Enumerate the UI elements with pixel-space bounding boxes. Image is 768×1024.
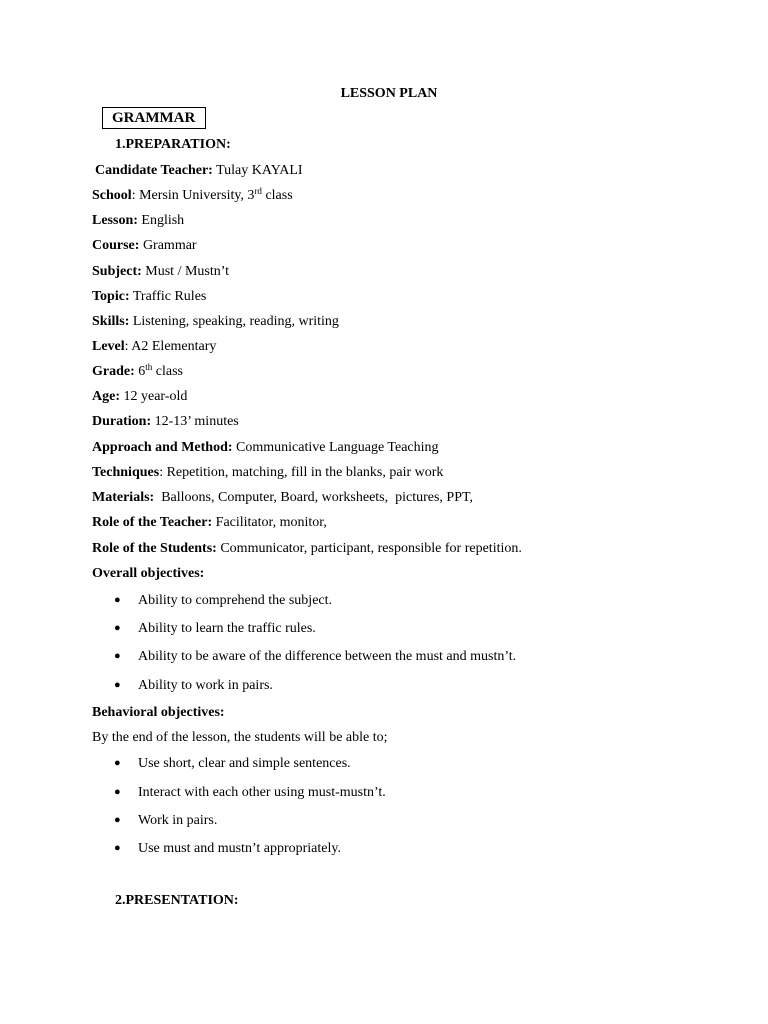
- field-value: Traffic Rules: [132, 289, 207, 304]
- list-item: Ability to comprehend the subject.: [138, 593, 333, 608]
- field-approach-method: [92, 440, 439, 456]
- field-age: [92, 389, 187, 405]
- behavioral-objectives-heading: Behavioral objectives:: [92, 705, 225, 720]
- bullet-icon: ●: [114, 622, 121, 634]
- list-item: Ability to learn the traffic rules.: [138, 621, 316, 636]
- bullet-icon: ●: [114, 650, 121, 662]
- list-item: Work in pairs.: [138, 813, 218, 828]
- field-value: Communicative Language Teaching: [236, 440, 439, 455]
- field-skills: [92, 314, 339, 330]
- bullet-icon: ●: [114, 757, 121, 769]
- field-label: Level: [92, 339, 125, 354]
- bullet-icon: ●: [114, 786, 121, 798]
- field-label: Topic:: [92, 289, 130, 304]
- field-value: 12 year-old: [123, 389, 188, 404]
- field-label: Grade:: [92, 364, 135, 379]
- field-role-teacher: [92, 515, 327, 531]
- field-label: Skills:: [92, 314, 130, 329]
- field-label: School: [92, 188, 132, 203]
- field-label: Role of the Teacher:: [92, 515, 213, 530]
- overall-objectives-heading: Overall objectives:: [92, 566, 205, 581]
- field-value: 12-13’ minutes: [154, 414, 239, 429]
- field-subject: [92, 264, 229, 280]
- field-school: [92, 188, 293, 204]
- field-value: Listening, speaking, reading, writing: [132, 314, 339, 329]
- list-item: Interact with each other using must-mustn’t.: [138, 785, 386, 800]
- field-value: Balloons, Computer, Board, worksheets, pictures, PPT,: [157, 490, 474, 505]
- field-value: 6: [138, 364, 146, 379]
- field-label: Materials:: [92, 490, 155, 505]
- field-value: English: [141, 213, 185, 228]
- field-superscript: th: [145, 362, 153, 372]
- field-candidate-teacher: [95, 163, 303, 179]
- field-value: Communicator, participant, responsible for repetition.: [220, 541, 522, 556]
- bullet-icon: ●: [114, 814, 121, 826]
- field-value-suffix: class: [261, 188, 293, 203]
- field-label: Candidate Teacher:: [95, 163, 213, 178]
- field-value: Tulay KAYALI: [216, 163, 303, 178]
- field-value: Facilitator, monitor,: [215, 515, 327, 530]
- field-label: Course:: [92, 238, 140, 253]
- field-label: Techniques: [92, 465, 160, 480]
- bullet-icon: ●: [114, 594, 121, 606]
- field-role-students: [92, 541, 522, 557]
- lesson-plan-title: LESSON PLAN: [340, 86, 438, 101]
- list-item: Use short, clear and simple sentences.: [138, 756, 351, 771]
- field-value: Grammar: [142, 238, 197, 253]
- field-lesson: [92, 213, 184, 229]
- field-duration: [92, 414, 239, 430]
- behavioral-intro: By the end of the lesson, the students will be able to;: [92, 730, 388, 745]
- field-label: Subject:: [92, 264, 142, 279]
- list-item: Ability to be aware of the difference between the must and mustn’t.: [138, 649, 517, 664]
- bullet-icon: ●: [114, 842, 121, 854]
- bullet-icon: ●: [114, 679, 121, 691]
- grammar-box: GRAMMAR: [102, 107, 206, 129]
- field-superscript: rd: [254, 186, 262, 196]
- field-level: [92, 339, 216, 355]
- field-value: : Mersin University, 3: [131, 188, 255, 203]
- list-item: Use must and mustn’t appropriately.: [138, 841, 341, 856]
- field-materials: [92, 490, 473, 506]
- field-label: Duration:: [92, 414, 152, 429]
- field-label: Lesson:: [92, 213, 138, 228]
- field-label: Approach and Method:: [92, 440, 233, 455]
- field-topic: [92, 289, 206, 305]
- field-value-suffix: class: [152, 364, 183, 379]
- field-course: [92, 238, 197, 254]
- field-label: Role of the Students:: [92, 541, 217, 556]
- field-label: Age:: [92, 389, 120, 404]
- field-grade: [92, 364, 183, 380]
- field-value: : A2 Elementary: [124, 339, 217, 354]
- field-value: Must / Mustn’t: [145, 264, 230, 279]
- section-preparation-heading: 1.PREPARATION:: [115, 137, 231, 152]
- section-presentation-heading: 2.PRESENTATION:: [115, 893, 239, 908]
- field-value: : Repetition, matching, fill in the blanks, pair work: [159, 465, 444, 480]
- list-item: Ability to work in pairs.: [138, 678, 273, 693]
- field-techniques: [92, 465, 443, 481]
